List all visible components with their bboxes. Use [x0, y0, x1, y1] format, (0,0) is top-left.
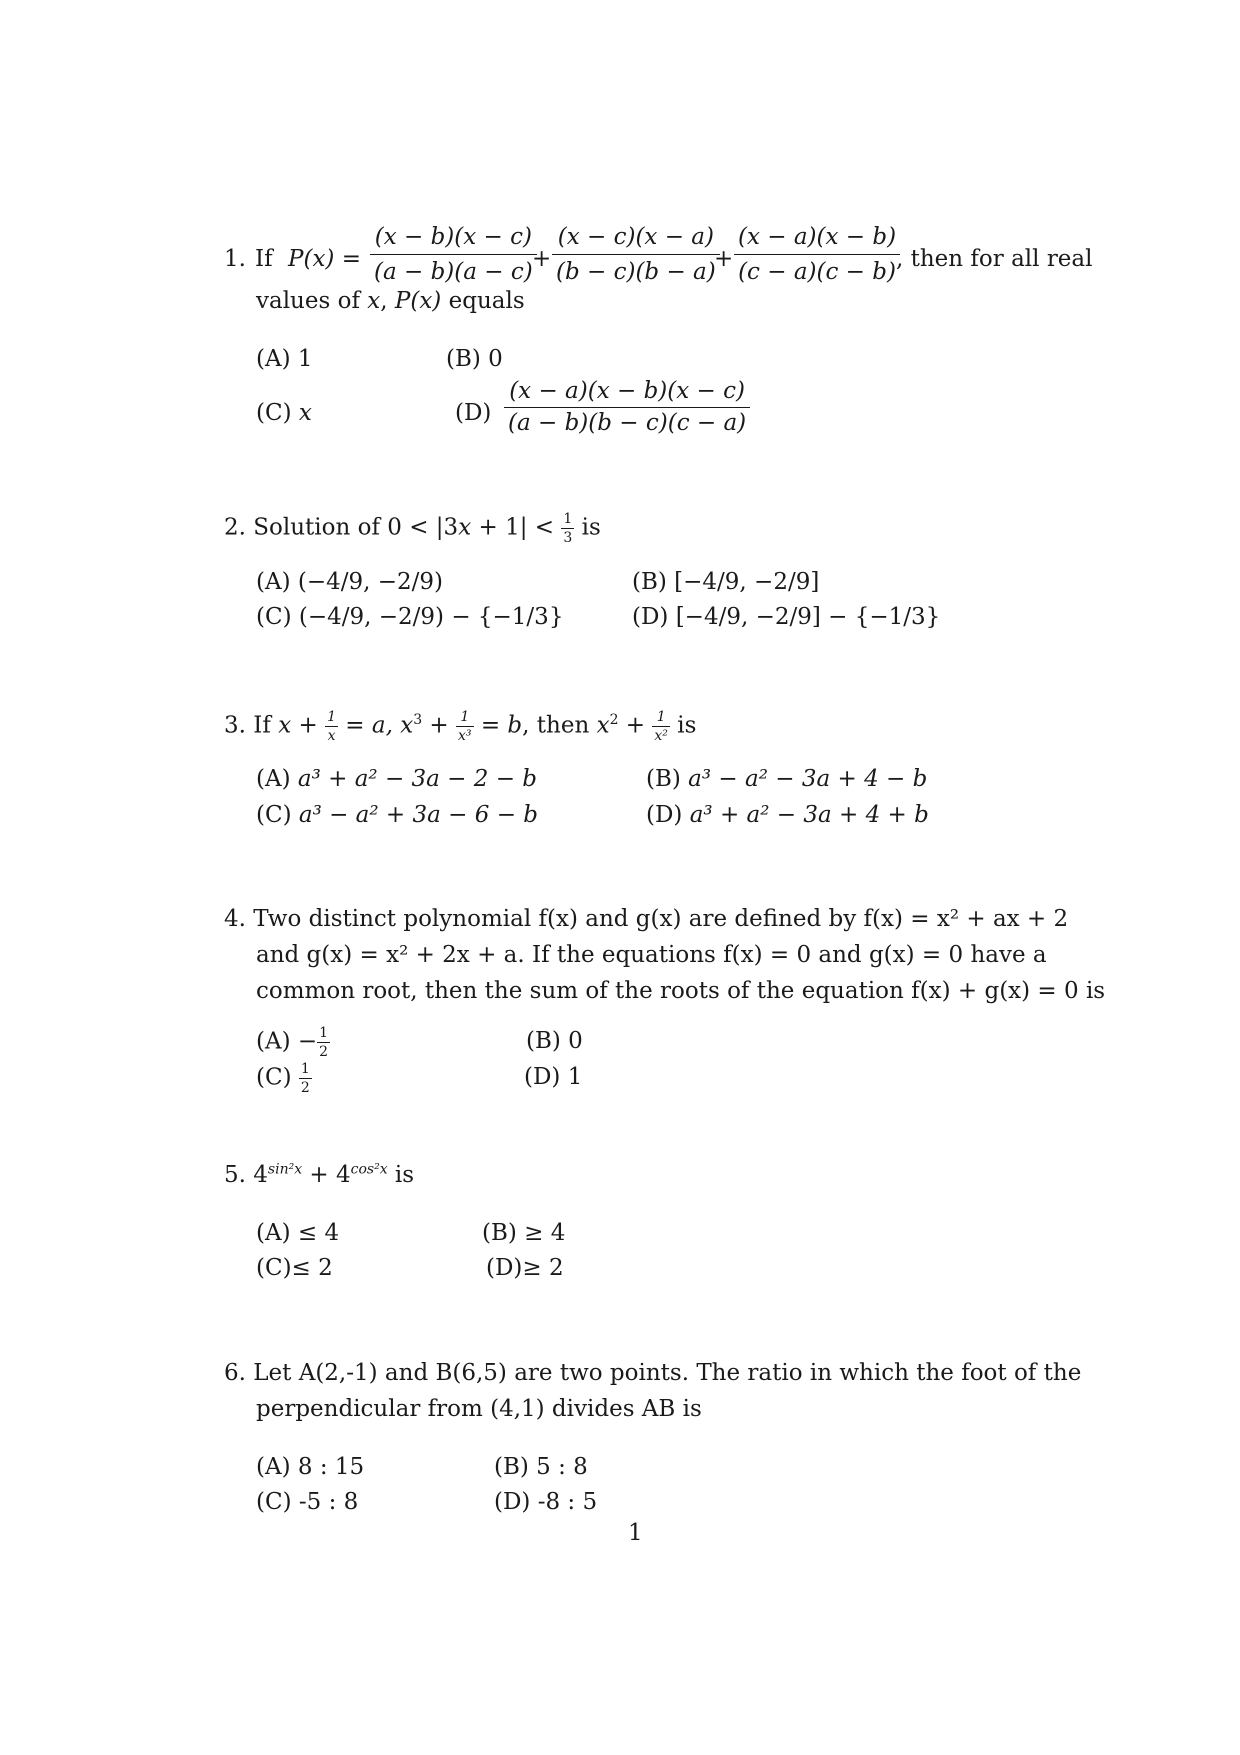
q4-option-c — [256, 1062, 312, 1095]
q1-option-c-label: (C) — [256, 400, 292, 426]
q4-option-b — [526, 1030, 583, 1053]
q1-equation — [224, 224, 1093, 290]
q5-option-b-value: ≥ 4 — [524, 1220, 566, 1246]
q3-option-d-value: a³ + a² − 3a + 4 + b — [689, 802, 929, 828]
q5-option-a-value: ≤ 4 — [297, 1220, 340, 1246]
q3-fraction-3 — [652, 710, 670, 743]
q1-term3 — [734, 224, 900, 285]
q1-term2-denominator: (b − c)(b − a) — [556, 259, 716, 285]
q5-base1: 4 — [253, 1162, 268, 1188]
q2-text-c: is — [581, 514, 601, 541]
q2-option-c — [256, 606, 563, 629]
q2-option-b — [632, 571, 819, 594]
q4-option-d-label: (D) — [524, 1064, 561, 1090]
q6-option-d-label: (D) — [494, 1489, 531, 1515]
q3-stem — [224, 710, 696, 743]
q5-option-b — [482, 1222, 565, 1245]
q3-option-a-value: a³ + a² − 3a − 2 − b — [297, 766, 538, 792]
q1-option-c — [256, 402, 312, 425]
q4-option-a-denominator: 2 — [319, 1044, 329, 1060]
q3-option-d — [646, 804, 929, 827]
q4-line1: Two distinct polynomial f(x) and g(x) are defined by f(x) = x² + ax + 2 — [253, 906, 1069, 932]
q4-option-b-label: (B) — [526, 1028, 561, 1054]
q3-eq2: = b — [480, 712, 523, 739]
q4-option-a-fraction — [317, 1026, 330, 1059]
page-number: 1 — [628, 1520, 643, 1546]
q3-x1: x + — [278, 712, 318, 739]
q4-stem-line2: and g(x) = x² + 2x + a. If the equations f(x) = 0 and g(x) = 0 have a — [256, 942, 1047, 968]
q6-option-d — [494, 1491, 597, 1514]
q4-option-d — [524, 1066, 582, 1089]
q1-term3-denominator: (c − a)(c − b) — [738, 259, 896, 285]
q5-number: 5. — [224, 1162, 246, 1188]
q3-option-c — [256, 804, 538, 827]
q1-tail: , then for all real — [896, 246, 1093, 272]
q1-line2-x: x — [367, 288, 381, 314]
q6-number: 6. — [224, 1360, 246, 1386]
q5-is: is — [394, 1162, 415, 1188]
q6-option-a — [256, 1456, 364, 1479]
q1-line2-c: equals — [448, 288, 525, 314]
q3-eq1: = a, x — [345, 712, 414, 739]
q2-option-a-value: (−4/9, −2/9) — [297, 569, 444, 595]
q5-option-b-label: (B) — [482, 1220, 517, 1246]
q3-option-d-label: (D) — [646, 802, 683, 828]
q3-fraction-1-denominator: x — [327, 728, 336, 744]
q4-option-c-label: (C) — [256, 1064, 292, 1091]
q4-option-c-denominator: 2 — [300, 1080, 310, 1096]
q1-number: 1. — [224, 246, 246, 272]
q5-option-d — [486, 1257, 564, 1280]
q4-option-d-value: 1 — [567, 1064, 583, 1090]
q1-lead: If — [255, 246, 273, 272]
q6-option-a-value: 8 : 15 — [297, 1454, 365, 1480]
q2-option-d — [632, 606, 940, 629]
q2-option-c-label: (C) — [256, 604, 292, 630]
q2-fraction-denominator: 3 — [563, 530, 573, 546]
q2-text-b: + 1| < — [471, 514, 555, 541]
q1-option-b — [446, 348, 503, 371]
q3-fraction-2-numerator: 1 — [456, 710, 474, 727]
q2-number: 2. — [224, 514, 246, 541]
q1-option-d-label-wrap — [455, 402, 491, 425]
q3-option-b-value: a³ − a² − 3a + 4 − b — [688, 766, 928, 792]
q2-option-d-value: [−4/9, −2/9] − {−1/3} — [675, 604, 941, 630]
q4-number: 4. — [224, 906, 246, 932]
q3-is: is — [677, 712, 697, 739]
q1-option-d-label: (D) — [455, 400, 492, 426]
q1-term2 — [552, 224, 720, 285]
q6-option-b-value: 5 : 8 — [536, 1454, 588, 1480]
q3-option-a — [256, 768, 537, 791]
q3-option-b — [646, 768, 927, 791]
q1-option-d-denominator: (a − b)(b − c)(c − a) — [508, 410, 747, 436]
q3-fraction-3-denominator: x² — [654, 728, 668, 744]
q2-option-a — [256, 571, 443, 594]
q3-fraction-2 — [456, 710, 474, 743]
q6-option-b-label: (B) — [494, 1454, 529, 1480]
q3-x2: x — [596, 712, 610, 739]
q1-plus1: + — [532, 246, 552, 272]
q5-option-a — [256, 1222, 339, 1245]
q3-exp2: 2 — [609, 711, 619, 728]
q1-lhs: P(x) = — [288, 246, 361, 272]
q2-option-c-value: (−4/9, −2/9) − {−1/3} — [298, 604, 564, 630]
q2-option-a-label: (A) — [256, 569, 291, 595]
q3-number: 3. — [224, 712, 246, 739]
q3-option-c-value: a³ − a² + 3a − 6 − b — [298, 802, 539, 828]
q4-option-c-fraction — [299, 1062, 312, 1095]
q1-line2 — [256, 290, 525, 313]
q5-exp1: sin²x — [267, 1161, 303, 1178]
q3-option-b-label: (B) — [646, 766, 681, 792]
q3-plus: + — [422, 712, 449, 739]
q6-option-c — [256, 1491, 358, 1514]
q4-option-a — [256, 1026, 330, 1059]
q4-option-a-sign: − — [297, 1028, 318, 1055]
q3-fraction-1 — [325, 710, 338, 743]
q6-option-a-label: (A) — [256, 1454, 291, 1480]
q1-option-a-label: (A) — [256, 346, 291, 372]
q3-fraction-2-denominator: x³ — [458, 728, 472, 744]
q1-line2-a: values of — [256, 288, 360, 314]
q3-then: , then — [522, 712, 590, 739]
q1-option-a-value: 1 — [297, 346, 313, 372]
q2-stem — [224, 512, 601, 545]
q3-fraction-1-numerator: 1 — [327, 709, 336, 725]
q3-lead: If — [253, 712, 271, 739]
q1-option-b-value: 0 — [488, 346, 503, 372]
q5-option-c-value: ≤ 2 — [291, 1255, 333, 1281]
q2-fraction — [561, 512, 574, 545]
q1-term1-denominator: (a − b)(a − c) — [374, 259, 533, 285]
q4-stem-line3: common root, then the sum of the roots of the equation f(x) + g(x) = 0 is — [256, 978, 1106, 1004]
q6-option-c-value: -5 : 8 — [298, 1489, 359, 1515]
q1-line2-px: P(x) — [394, 288, 442, 314]
q6-option-b — [494, 1456, 588, 1479]
q1-option-d-fraction — [504, 380, 750, 435]
q5-plus: + 4 — [302, 1162, 351, 1188]
q1-plus2: + — [714, 246, 734, 272]
q1-term1 — [370, 224, 537, 285]
q2-fraction-numerator: 1 — [563, 511, 573, 527]
q5-exp2: cos²x — [350, 1161, 388, 1178]
q6-option-d-value: -8 : 5 — [537, 1489, 598, 1515]
q4-stem-line1 — [224, 908, 1068, 931]
q2-text-x: x — [458, 514, 472, 541]
q1-line2-b: , — [380, 288, 388, 314]
q5-option-c — [256, 1257, 333, 1280]
q1-term2-numerator: (x − c)(x − a) — [552, 224, 720, 255]
q2-text-a: Solution of 0 < |3 — [253, 514, 459, 541]
q6-option-c-label: (C) — [256, 1489, 292, 1515]
q3-plus2: + — [618, 712, 646, 739]
q1-option-d-numerator: (x − a)(x − b)(x − c) — [504, 380, 750, 408]
q5-option-d-value: ≥ 2 — [522, 1255, 564, 1281]
q1-term1-numerator: (x − b)(x − c) — [370, 224, 537, 255]
q4-option-b-value: 0 — [568, 1028, 583, 1054]
q3-option-a-label: (A) — [256, 766, 291, 792]
q3-fraction-3-numerator: 1 — [652, 710, 670, 727]
q5-option-c-label: (C) — [256, 1255, 292, 1281]
q1-option-c-value: x — [298, 400, 312, 426]
q5-option-a-label: (A) — [256, 1220, 291, 1246]
q4-option-a-numerator: 1 — [319, 1025, 329, 1041]
q5-option-d-label: (D) — [486, 1255, 523, 1281]
q1-term3-numerator: (x − a)(x − b) — [734, 224, 900, 255]
q5-stem — [224, 1161, 415, 1188]
q2-option-b-label: (B) — [632, 569, 667, 595]
q6-line1: Let A(2,-1) and B(6,5) are two points. The ratio in which the foot of the — [253, 1360, 1082, 1386]
q3-option-c-label: (C) — [256, 802, 292, 828]
q6-stem-line2: perpendicular from (4,1) divides AB is — [256, 1396, 702, 1422]
q1-option-b-label: (B) — [446, 346, 481, 372]
q6-stem-line1 — [224, 1362, 1081, 1385]
q4-option-c-numerator: 1 — [300, 1061, 310, 1077]
q1-option-a — [256, 348, 313, 371]
q2-option-d-label: (D) — [632, 604, 669, 630]
q2-option-b-value: [−4/9, −2/9] — [674, 569, 820, 595]
q3-exp1: 3 — [413, 711, 423, 728]
q4-option-a-label: (A) — [256, 1028, 291, 1055]
